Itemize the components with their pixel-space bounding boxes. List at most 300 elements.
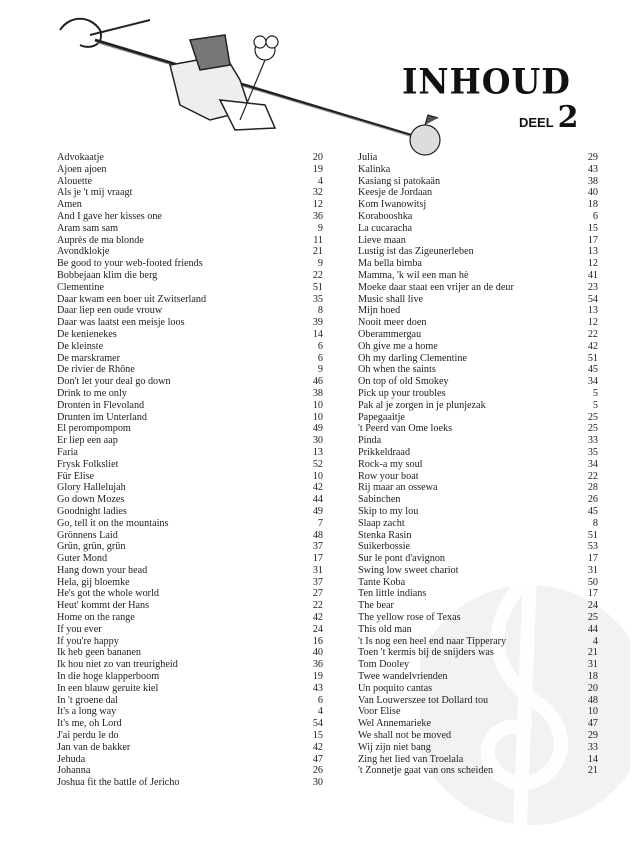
page-number: 22 — [587, 470, 598, 482]
page-number: 26 — [312, 765, 323, 777]
song-title: Be good to your web-footed friends — [57, 258, 203, 270]
page-number: 46 — [312, 376, 323, 388]
song-title: Toen 't kermis bij de snijders was — [358, 647, 494, 659]
page-number: 17 — [587, 234, 598, 246]
song-title: Lieve maan — [358, 234, 406, 246]
song-title: Frysk Folksliet — [57, 458, 119, 470]
page-number: 12 — [587, 317, 598, 329]
toc-entry — [57, 388, 323, 400]
toc-entry — [57, 541, 323, 553]
page-number: 7 — [317, 517, 323, 529]
toc-entry — [57, 730, 323, 742]
song-title: Als je 't mij vraagt — [57, 187, 133, 199]
toc-entry — [358, 482, 598, 494]
song-title: Stenka Rasin — [358, 529, 412, 541]
toc-entry — [57, 329, 323, 341]
song-title: Ten little indians — [358, 588, 427, 600]
song-title: Faria — [57, 446, 78, 458]
song-title: If you ever — [57, 623, 102, 635]
song-title: On top of old Smokey — [358, 376, 449, 388]
page-number: 9 — [317, 258, 323, 270]
page-number: 4 — [592, 635, 598, 647]
toc-entry — [358, 612, 598, 624]
page-number: 24 — [312, 623, 323, 635]
page-number: 8 — [317, 305, 323, 317]
toc-entry — [57, 459, 323, 471]
toc-entry — [358, 671, 598, 683]
page-number: 6 — [317, 694, 323, 706]
page-number: 16 — [312, 635, 323, 647]
song-title: Aram sam sam — [57, 222, 119, 234]
toc-right-column — [358, 152, 598, 777]
part-indicator — [519, 100, 579, 135]
song-title: Alouette — [57, 175, 93, 187]
song-title: De kenienekes — [57, 328, 117, 340]
toc-entry — [358, 565, 598, 577]
song-title: Ik hou niet zo van treurigheid — [57, 659, 178, 671]
song-title: Kasiang si patokaän — [358, 175, 441, 187]
page-number: 26 — [587, 494, 598, 506]
page-number: 32 — [312, 187, 323, 199]
song-title: Daar was laatst een meisje loos — [57, 317, 185, 329]
page-number: 10 — [587, 706, 598, 718]
song-title: Tante Koba — [358, 576, 406, 588]
toc-entry — [57, 647, 323, 659]
toc-entry — [358, 636, 598, 648]
toc-entry — [57, 364, 323, 376]
page-number: 44 — [587, 623, 598, 635]
toc-entry — [358, 294, 598, 306]
toc-entry — [358, 718, 598, 730]
song-title: Korabooshka — [358, 210, 413, 222]
page-number: 40 — [587, 187, 598, 199]
page-number: 17 — [587, 588, 598, 600]
toc-entry — [57, 518, 323, 530]
page-number: 12 — [587, 258, 598, 270]
toc-entry — [57, 565, 323, 577]
song-title: Daar liep een oude vrouw — [57, 305, 163, 317]
song-title: Ma bella bimba — [358, 258, 422, 270]
toc-entry — [57, 588, 323, 600]
song-title: El perompompom — [57, 423, 131, 435]
page-number: 21 — [587, 765, 598, 777]
toc-entry — [358, 588, 598, 600]
toc-entry — [57, 270, 323, 282]
toc-entry — [57, 223, 323, 235]
page-number: 40 — [312, 647, 323, 659]
page-number: 47 — [312, 753, 323, 765]
page-number: 6 — [592, 210, 598, 222]
toc-entry — [358, 754, 598, 766]
toc-entry — [57, 482, 323, 494]
toc-entry — [358, 187, 598, 199]
page-number: 12 — [312, 199, 323, 211]
toc-entry — [57, 600, 323, 612]
song-title: Pinda — [358, 435, 382, 447]
toc-entry — [358, 435, 598, 447]
toc-entry — [57, 176, 323, 188]
page-number: 25 — [587, 612, 598, 624]
toc-entry — [358, 317, 598, 329]
song-title: Jehuda — [57, 753, 86, 765]
toc-entry — [57, 187, 323, 199]
song-title: Mijn hoed — [358, 305, 401, 317]
page-number: 23 — [587, 281, 598, 293]
page-number: 35 — [587, 446, 598, 458]
page-number: 35 — [312, 293, 323, 305]
song-title: 't Zonnetje gaat van ons scheiden — [358, 765, 494, 777]
page-number: 5 — [592, 387, 598, 399]
page-number: 8 — [592, 517, 598, 529]
part-number: 2 — [557, 100, 579, 135]
page-number: 45 — [587, 364, 598, 376]
page-number: 13 — [312, 446, 323, 458]
song-title: Un poquito cantas — [358, 682, 433, 694]
toc-entry — [57, 754, 323, 766]
toc-entry — [57, 317, 323, 329]
page-number: 53 — [587, 541, 598, 553]
toc-entry — [57, 305, 323, 317]
page-number: 18 — [587, 199, 598, 211]
toc-entry — [358, 282, 598, 294]
page-number: 25 — [587, 423, 598, 435]
toc-entry — [358, 235, 598, 247]
toc-entry — [57, 447, 323, 459]
page-number: 10 — [312, 411, 323, 423]
song-title: Oberammergau — [358, 328, 422, 340]
toc-entry — [358, 765, 598, 777]
page-number: 31 — [312, 564, 323, 576]
song-title: Dronten in Flevoland — [57, 399, 145, 411]
toc-entry — [57, 341, 323, 353]
song-title: Sabinchen — [358, 494, 401, 506]
page-number: 25 — [587, 411, 598, 423]
song-title: If you're happy — [57, 635, 119, 647]
song-title: Grün, grün, grün — [57, 541, 126, 553]
song-title: Er liep een aap — [57, 435, 118, 447]
page-number: 31 — [587, 659, 598, 671]
page-number: 28 — [587, 482, 598, 494]
song-title: Music shall live — [358, 293, 424, 305]
song-title: In die hoge klapperboom — [57, 671, 160, 683]
song-title: Van Louwerszee tot Dollard tou — [358, 694, 489, 706]
toc-entry — [358, 695, 598, 707]
song-title: Moeke daar staat een vrijer an de deur — [358, 281, 514, 293]
song-title: He's got the whole world — [57, 588, 159, 600]
song-title: Hela, gij bloemke — [57, 576, 130, 588]
page-number: 4 — [317, 706, 323, 718]
song-title: In een blauw geruite kiel — [57, 682, 159, 694]
page-number: 48 — [587, 694, 598, 706]
page-number: 5 — [592, 399, 598, 411]
page-number: 51 — [587, 529, 598, 541]
song-title: Amen — [57, 199, 82, 211]
page-number: 19 — [312, 163, 323, 175]
page-number: 4 — [317, 175, 323, 187]
song-title: La cucaracha — [358, 222, 413, 234]
toc-entry — [358, 353, 598, 365]
song-title: Guter Mond — [57, 553, 108, 565]
page-number: 47 — [587, 718, 598, 730]
toc-entry — [57, 376, 323, 388]
page-number: 20 — [312, 152, 323, 163]
toc-entry — [358, 412, 598, 424]
page-number: 13 — [587, 246, 598, 258]
page-number: 54 — [587, 293, 598, 305]
song-title: Johanna — [57, 765, 91, 777]
page-number: 54 — [312, 718, 323, 730]
song-title: Oh my darling Clementine — [358, 352, 467, 364]
song-title: Sur le pont d'avignon — [358, 553, 446, 565]
page-number: 14 — [587, 753, 598, 765]
toc-entry — [358, 683, 598, 695]
toc-entry — [57, 258, 323, 270]
song-title: Papegaaitje — [358, 411, 405, 423]
toc-entry — [358, 400, 598, 412]
song-title: Advokaatje — [57, 152, 104, 163]
page-title: INHOUD — [402, 61, 571, 102]
song-title: Home on the range — [57, 612, 135, 624]
song-title: Oh give me a home — [358, 340, 438, 352]
song-title: It's a long way — [57, 706, 117, 718]
toc-entry — [358, 211, 598, 223]
toc-entry — [358, 329, 598, 341]
song-title: Go down Mozes — [57, 494, 125, 506]
toc-entry — [358, 730, 598, 742]
toc-entry — [57, 718, 323, 730]
page-number: 42 — [587, 340, 598, 352]
song-title: Don't let your deal go down — [57, 376, 171, 388]
page-number: 37 — [312, 541, 323, 553]
page-number: 49 — [312, 423, 323, 435]
page-number: 42 — [312, 482, 323, 494]
page-number: 22 — [312, 269, 323, 281]
page-number: 36 — [312, 210, 323, 222]
part-label: DEEL — [519, 115, 554, 130]
page-number: 27 — [312, 588, 323, 600]
toc-entry — [57, 211, 323, 223]
song-title: Lustig ist das Zigeunerleben — [358, 246, 474, 258]
toc-entry — [358, 270, 598, 282]
toc-entry — [57, 683, 323, 695]
song-title: Slaap zacht — [358, 517, 405, 529]
song-title: Drunten im Unterland — [57, 411, 147, 423]
toc-entry — [358, 258, 598, 270]
toc-entry — [57, 659, 323, 671]
song-title: Bobbejaan klim die berg — [57, 269, 158, 281]
page-number: 18 — [587, 671, 598, 683]
toc-entry — [358, 364, 598, 376]
song-title: Pick up your troubles — [358, 387, 446, 399]
toc-entry — [57, 471, 323, 483]
toc-entry — [57, 577, 323, 589]
song-title: Nooit meer doen — [358, 317, 427, 329]
page-number: 21 — [312, 246, 323, 258]
toc-entry — [358, 341, 598, 353]
song-title: Rock-a my soul — [358, 458, 423, 470]
song-title: Für Elise — [57, 470, 95, 482]
page-number: 33 — [587, 435, 598, 447]
toc-entry — [358, 376, 598, 388]
page-number: 6 — [317, 340, 323, 352]
song-title: Goodnight ladies — [57, 505, 127, 517]
toc-entry — [358, 388, 598, 400]
page-number: 50 — [587, 576, 598, 588]
page-number: 45 — [587, 505, 598, 517]
page-number: 10 — [312, 470, 323, 482]
page-number: 24 — [587, 600, 598, 612]
toc-entry — [358, 164, 598, 176]
song-title: Wel Annemarieke — [358, 718, 432, 730]
toc-left-column — [57, 152, 323, 789]
toc-entry — [358, 706, 598, 718]
toc-entry — [57, 742, 323, 754]
song-title: Ajoen ajoen — [57, 163, 107, 175]
page-number: 38 — [587, 175, 598, 187]
toc-entry — [57, 765, 323, 777]
song-title: Kalinka — [358, 163, 391, 175]
toc-entry — [57, 530, 323, 542]
song-title: In 't groene dal — [57, 694, 118, 706]
page-number: 6 — [317, 352, 323, 364]
page-number: 17 — [312, 553, 323, 565]
page-number: 19 — [312, 671, 323, 683]
toc-entry — [57, 671, 323, 683]
song-title: Zing het lied van Troelala — [358, 753, 464, 765]
song-title: The bear — [358, 600, 394, 612]
toc-entry — [358, 471, 598, 483]
header-illustration — [50, 10, 450, 160]
toc-entry — [57, 612, 323, 624]
page-number: 33 — [587, 741, 598, 753]
song-title: Mamma, 'k wil een man hè — [358, 269, 469, 281]
song-title: Keesje de Jordaan — [358, 187, 433, 199]
page-number: 51 — [587, 352, 598, 364]
song-title: Glory Hallelujah — [57, 482, 126, 494]
toc-entry — [358, 553, 598, 565]
toc-entry — [358, 659, 598, 671]
page-number: 34 — [587, 376, 598, 388]
song-title: Row your boat — [358, 470, 419, 482]
page-number: 30 — [312, 777, 323, 789]
song-title: Drink to me only — [57, 387, 127, 399]
song-title: De marskramer — [57, 352, 121, 364]
song-title: Prikkeldraad — [358, 446, 411, 458]
page-number: 29 — [587, 730, 598, 742]
song-title: 't Is nog een heel end naar Tipperary — [358, 635, 507, 647]
toc-entry — [57, 282, 323, 294]
page-number: 49 — [312, 505, 323, 517]
song-title: Auprès de ma blonde — [57, 234, 144, 246]
page-number: 31 — [587, 564, 598, 576]
song-title: Julia — [358, 152, 378, 163]
toc-entry — [358, 600, 598, 612]
toc-entry — [57, 164, 323, 176]
page-number: 38 — [312, 387, 323, 399]
apple-icon — [410, 115, 440, 155]
page-number: 15 — [587, 222, 598, 234]
toc-entry — [358, 223, 598, 235]
toc-entry — [57, 294, 323, 306]
song-title: Skip to my lou — [358, 505, 419, 517]
toc-entry — [358, 447, 598, 459]
song-title: The yellow rose of Texas — [358, 612, 461, 624]
toc-entry — [358, 518, 598, 530]
page-number: 42 — [312, 741, 323, 753]
page-number: 34 — [587, 458, 598, 470]
toc-entry — [57, 506, 323, 518]
song-title: Rij maar an ossewa — [358, 482, 438, 494]
toc-entry — [358, 423, 598, 435]
toc-entry — [57, 706, 323, 718]
song-title: De rivier de Rhône — [57, 364, 135, 376]
page-number: 9 — [317, 364, 323, 376]
song-title: Grönnens Laid — [57, 529, 118, 541]
song-title: Twee wandelvrienden — [358, 671, 448, 683]
toc-entry — [358, 199, 598, 211]
page-number: 15 — [312, 730, 323, 742]
toc-entry — [358, 152, 598, 164]
page-number: 42 — [312, 612, 323, 624]
song-title: De kleinste — [57, 340, 104, 352]
toc-entry — [358, 624, 598, 636]
toc-entry — [57, 695, 323, 707]
page-number: 22 — [587, 328, 598, 340]
song-title: 't Peerd van Ome loeks — [358, 423, 453, 435]
toc-entry — [57, 152, 323, 164]
toc-entry — [57, 412, 323, 424]
page-number: 30 — [312, 435, 323, 447]
song-title: Daar kwam een boer uit Zwitserland — [57, 293, 207, 305]
song-title: Kom Iwanowitsj — [358, 199, 427, 211]
page-number: 22 — [312, 600, 323, 612]
song-title: Hang down your head — [57, 564, 148, 576]
page-number: 43 — [587, 163, 598, 175]
song-title: Jan van de bakker — [57, 741, 131, 753]
toc-entry — [358, 530, 598, 542]
page-number: 11 — [313, 234, 323, 246]
toc-entry — [358, 305, 598, 317]
song-title: Wij zijn niet bang — [358, 741, 431, 753]
song-title: It's me, oh Lord — [57, 718, 122, 730]
toc-entry — [358, 541, 598, 553]
song-title: Clementine — [57, 281, 104, 293]
toc-entry — [57, 199, 323, 211]
toc-entry — [57, 235, 323, 247]
page-number: 9 — [317, 222, 323, 234]
page-number: 10 — [312, 399, 323, 411]
page-number: 20 — [587, 682, 598, 694]
song-title: Suikerbossie — [358, 541, 411, 553]
page-number: 14 — [312, 328, 323, 340]
song-title: Ik heb geen bananen — [57, 647, 142, 659]
toc-entry — [57, 423, 323, 435]
toc-entry — [358, 494, 598, 506]
page-number: 51 — [312, 281, 323, 293]
page-number: 52 — [312, 458, 323, 470]
song-title: Heut' kommt der Hans — [57, 600, 150, 612]
page-number: 44 — [312, 494, 323, 506]
song-title: Swing low sweet chariot — [358, 564, 459, 576]
song-title: We shall not be moved — [358, 730, 452, 742]
song-title: Joshua fit the battle of Jericho — [57, 777, 180, 789]
toc-entry — [358, 176, 598, 188]
toc-entry — [57, 246, 323, 258]
toc-entry — [358, 459, 598, 471]
page-number: 36 — [312, 659, 323, 671]
toc-entry — [358, 647, 598, 659]
page-number: 48 — [312, 529, 323, 541]
